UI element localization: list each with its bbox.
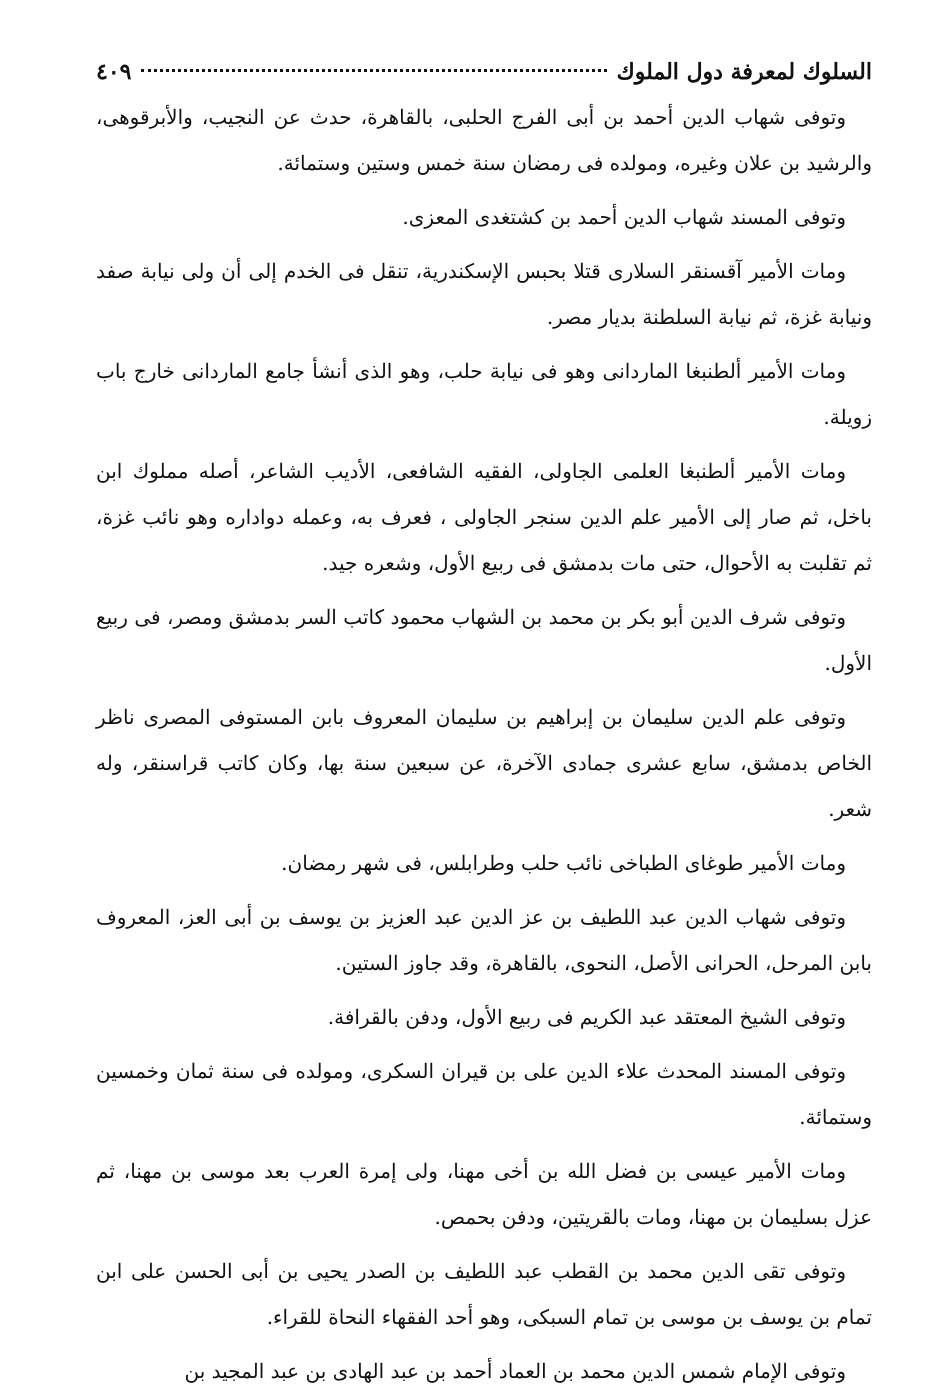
paragraph: وتوفى الإمام شمس الدين محمد بن العماد أحمد بن عبد الهادى بن عبد المجيد بن xyxy=(184,1359,846,1383)
page-number: ٤٠٩ xyxy=(96,59,132,85)
paragraph: ومات الأمير آقسنقر السلارى قتلا بحبس الإسكندرية، تنقل فى الخدم إلى أن ولى نيابة صفد ونيابة غزة، ثم نيابة السلطنة بديار مصر. xyxy=(96,259,872,329)
book-title: السلوك لمعرفة دول الملوك xyxy=(616,59,872,85)
paragraph: وتوفى المسند شهاب الدين أحمد بن كشتغدى المعزى. xyxy=(402,205,846,229)
paragraph: وتوفى المسند المحدث علاء الدين على بن قيران السكرى، ومولده فى سنة ثمان وخمسين وستمائة. xyxy=(96,1059,872,1129)
paragraph: ومات الأمير ألطنبغا العلمى الجاولى، الفقيه الشافعى، الأديب الشاعر، أصله مملوك ابن باخل، ثم صار إلى الأمير علم الدين سنجر الجاولى ، فعرف به، وعمله دواداره وهو نائب غزة، ثم تقلبت به الأحوال، حتى مات بدمشق فى ربيع الأول، وشعره جيد. xyxy=(96,459,872,575)
book-page xyxy=(96,52,872,1383)
paragraph: ومات الأمير طوغاى الطباخى نائب حلب وطرابلس، فى شهر رمضان. xyxy=(281,851,846,875)
paragraph: ومات الأمير ألطنبغا الماردانى وهو فى نيابة حلب، وهو الذى أنشأ جامع الماردانى خارج باب زويلة. xyxy=(96,359,872,429)
paragraph: وتوفى تقى الدين محمد بن القطب عبد اللطيف بن الصدر يحيى بن أبى الحسن على ابن تمام بن يوسف بن موسى بن تمام السبكى، وهو أحد الفقهاء النحاة للقراء. xyxy=(96,1259,872,1329)
paragraph: وتوفى علم الدين سليمان بن إبراهيم بن سليمان المعروف بابن المستوفى المصرى ناظر الخاص بدمشق، سابع عشرى جمادى الآخرة، عن سبعين سنة بها، وكان كاتب قراسنقر، وله شعر. xyxy=(96,705,872,821)
paragraph: وتوفى الشيخ المعتقد عبد الكريم فى ربيع الأول، ودفن بالقرافة. xyxy=(327,1005,846,1029)
running-header xyxy=(96,52,872,94)
page-body xyxy=(96,94,872,1394)
paragraph: وتوفى شرف الدين أبو بكر بن محمد بن الشهاب محمود كاتب السر بدمشق ومصر، فى ربيع الأول. xyxy=(96,605,872,675)
paragraph: ومات الأمير عيسى بن فضل الله بن أخى مهنا، ولى إمرة العرب بعد موسى بن مهنا، ثم عزل بسليمان بن مهنا، ومات بالقريتين، ودفن بحمص. xyxy=(96,1159,872,1229)
leader-dots xyxy=(141,69,606,72)
paragraph: وتوفى شهاب الدين أحمد بن أبى الفرج الحلبى، بالقاهرة، حدث عن النجيب، والأبرقوهى، والرشيد بن علان وغيره، ومولده فى رمضان سنة خمس وستين وستمائة. xyxy=(96,105,872,175)
paragraph: وتوفى شهاب الدين عبد اللطيف بن عز الدين عبد العزيز بن يوسف بن أبى العز، المعروف بابن المرحل، الحرانى الأصل، النحوى، بالقاهرة، وقد جاوز الستين. xyxy=(96,905,872,975)
